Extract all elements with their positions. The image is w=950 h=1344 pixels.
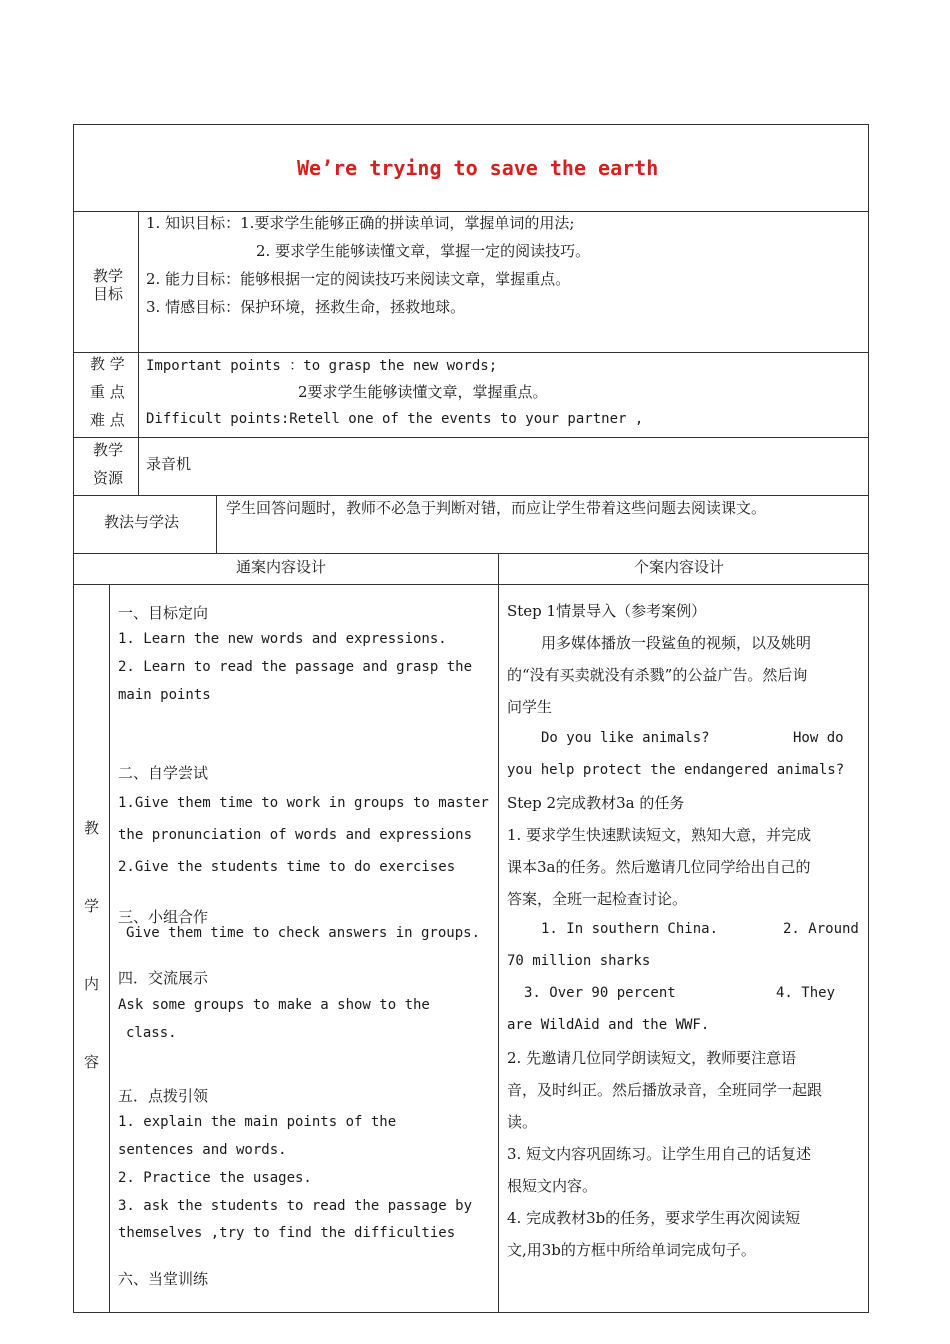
row-divider bbox=[73, 495, 869, 496]
right-line: 1. In southern China. bbox=[541, 921, 719, 937]
col-divider bbox=[216, 495, 217, 554]
right-line: Step 2完成教材3a 的任务 bbox=[507, 794, 685, 812]
right-line: 3. Over 90 percent bbox=[524, 985, 676, 1001]
table-border-right bbox=[868, 124, 869, 1313]
col-divider bbox=[138, 211, 139, 496]
resources-label: 资源 bbox=[93, 469, 124, 487]
content-label-char: 内 bbox=[84, 975, 100, 993]
right-line: 用多媒体播放一段鲨鱼的视频，以及姚明 bbox=[541, 634, 812, 652]
key-points-label: 难 点 bbox=[90, 411, 125, 429]
row-divider bbox=[73, 584, 869, 585]
row-divider bbox=[73, 352, 869, 353]
objective-line: 1. 知识目标：1.要求学生能够正确的拼读单词，掌握单词的用法; bbox=[146, 214, 575, 232]
resources-value: 录音机 bbox=[146, 455, 192, 473]
objective-line: 2. 能力目标：能够根据一定的阅读技巧来阅读文章，掌握重点。 bbox=[146, 270, 571, 288]
objective-line: 3. 情感目标：保护环境，拯救生命，拯救地球。 bbox=[146, 298, 466, 316]
objective-line: 2. 要求学生能够读懂文章，掌握一定的阅读技巧。 bbox=[256, 242, 591, 260]
section-title: 六、当堂训练 bbox=[118, 1270, 209, 1288]
right-line: 70 million sharks bbox=[507, 953, 651, 969]
right-line: 4. 完成教材3b的任务，要求学生再次阅读短 bbox=[507, 1209, 801, 1227]
col-divider bbox=[109, 584, 110, 1313]
left-line: 1.Give them time to work in groups to master bbox=[118, 795, 489, 811]
left-line: the pronunciation of words and expressions bbox=[118, 827, 473, 843]
resources-label: 教学 bbox=[93, 441, 124, 459]
right-line: 4. They bbox=[776, 985, 836, 1001]
page-title: We’re trying to save the earth bbox=[297, 156, 659, 180]
objectives-label: 教学 bbox=[93, 267, 124, 285]
objectives-label: 目标 bbox=[93, 285, 124, 303]
left-line: 1. Learn the new words and expressions. bbox=[118, 631, 447, 647]
table-border-bottom bbox=[73, 1312, 869, 1313]
content-label-char: 容 bbox=[84, 1053, 100, 1071]
key-points-label: 教 学 bbox=[90, 355, 125, 373]
right-line: 问学生 bbox=[507, 698, 553, 716]
method-value: 学生回答问题时，教师不必急于判断对错，而应让学生带着这些问题去阅读课文。 bbox=[226, 499, 767, 517]
table-border-left bbox=[73, 124, 74, 1313]
right-line: 1. 要求学生快速默读短文，熟知大意，并完成 bbox=[507, 826, 812, 844]
right-line: 音，及时纠正。然后播放录音，全班同学一起跟 bbox=[507, 1081, 823, 1099]
content-label-char: 学 bbox=[84, 897, 100, 915]
left-line: 2.Give the students time to do exercises bbox=[118, 859, 456, 875]
section-title: 二、自学尝试 bbox=[118, 764, 209, 782]
left-line: themselves ,try to find the difficulties bbox=[118, 1225, 456, 1241]
right-line: 2. Around bbox=[783, 921, 859, 937]
content-label-char: 教 bbox=[84, 819, 100, 837]
section-title: 一、目标定向 bbox=[118, 604, 209, 622]
left-line: 1. explain the main points of the bbox=[118, 1114, 397, 1130]
right-line: 答案，全班一起检查讨论。 bbox=[507, 890, 688, 908]
right-line: 读。 bbox=[507, 1113, 538, 1131]
right-line: How do bbox=[793, 730, 844, 746]
left-line: 3. ask the students to read the passage by bbox=[118, 1198, 473, 1214]
key-point-line: 2要求学生能够读懂文章，掌握重点。 bbox=[298, 383, 548, 401]
right-line: 3. 短文内容巩固练习。让学生用自己的话复述 bbox=[507, 1145, 812, 1163]
section-title: 五．点拨引领 bbox=[118, 1087, 209, 1105]
left-line: sentences and words. bbox=[118, 1142, 287, 1158]
method-label: 教法与学法 bbox=[104, 513, 180, 531]
right-column-header: 个案内容设计 bbox=[634, 558, 725, 576]
row-divider bbox=[73, 553, 869, 554]
right-line: are WildAid and the WWF. bbox=[507, 1017, 710, 1033]
row-divider bbox=[73, 437, 869, 438]
left-column-header: 通案内容设计 bbox=[236, 558, 327, 576]
col-divider bbox=[498, 553, 499, 1313]
right-line: 的“没有买卖就没有杀戮”的公益广告。然后询 bbox=[507, 666, 808, 684]
section-title: 三、小组合作 bbox=[118, 908, 209, 926]
right-line: you help protect the endangered animals? bbox=[507, 762, 845, 778]
left-line: 2. Practice the usages. bbox=[118, 1170, 312, 1186]
difficult-points: Difficult points:Retell one of the events to your partner , bbox=[146, 411, 644, 427]
key-points-label: 重 点 bbox=[90, 383, 125, 401]
right-line: 课本3a的任务。然后邀请几位同学给出自己的 bbox=[507, 858, 811, 876]
left-line: class. bbox=[126, 1025, 177, 1041]
right-line: Do you like animals? bbox=[541, 730, 710, 746]
left-line: Give them time to check answers in groups. bbox=[126, 925, 481, 941]
right-line: Step 1情景导入（参考案例） bbox=[507, 602, 707, 620]
right-line: 文,用3b的方框中所给单词完成句子。 bbox=[507, 1241, 756, 1259]
important-points: Important points ：to grasp the new words; bbox=[146, 358, 498, 374]
left-line: Ask some groups to make a show to the bbox=[118, 997, 430, 1013]
left-line: main points bbox=[118, 687, 211, 703]
right-line: 2. 先邀请几位同学朗读短文，教师要注意语 bbox=[507, 1049, 797, 1067]
left-line: 2. Learn to read the passage and grasp the bbox=[118, 659, 473, 675]
right-line: 根短文内容。 bbox=[507, 1177, 598, 1195]
section-title: 四．交流展示 bbox=[118, 969, 209, 987]
table-border-top bbox=[73, 124, 869, 125]
